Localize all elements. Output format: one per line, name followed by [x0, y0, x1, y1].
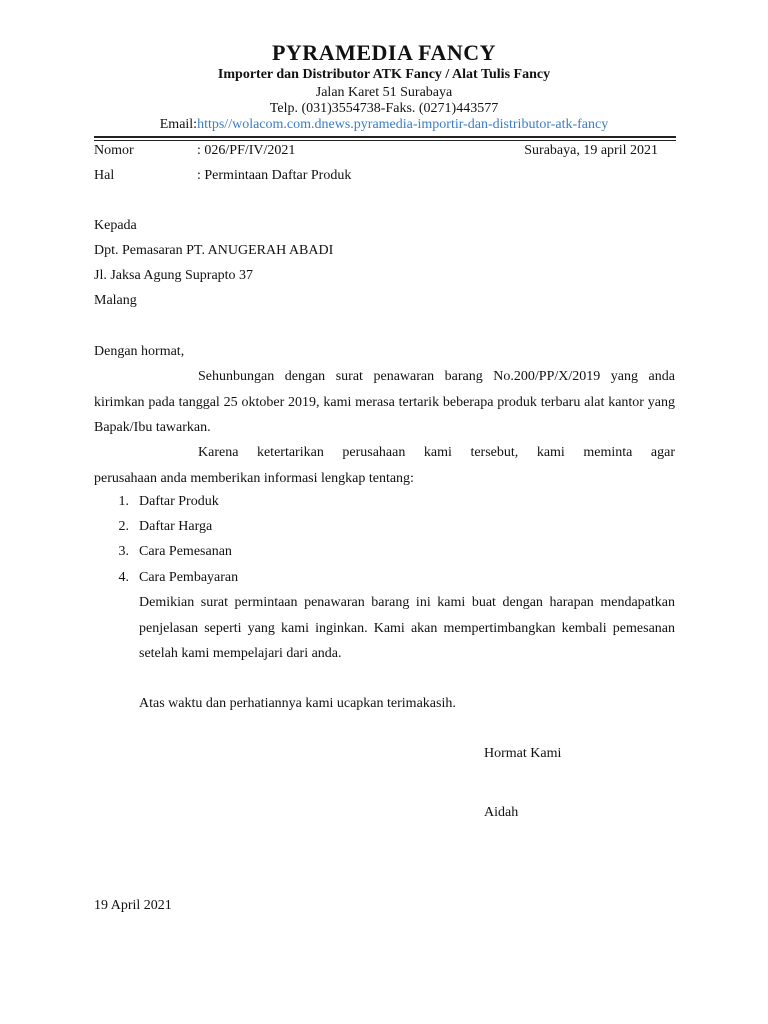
list-number: 3. [118, 544, 129, 559]
footer-date: 19 April 2021 [94, 898, 172, 913]
recipient-city: Malang [94, 293, 137, 308]
signature-name: Aidah [484, 805, 519, 820]
closing-thanks: Atas waktu dan perhatiannya kami ucapkan terimakasih. [139, 696, 456, 711]
recipient-dept: Dpt. Pemasaran PT. ANUGERAH ABADI [94, 243, 334, 258]
paragraph-2-first-line: Karena ketertarikan perusahaan kami tersebut, kami meminta agar [198, 445, 675, 460]
list-item [113, 519, 213, 535]
paragraph-1-rest: kirimkan pada tanggal 25 oktober 2019, kami merasa tertarik beberapa produk terbaru alat kantor yang Bapak/Ibu tawarkan. [94, 394, 675, 435]
list-item [113, 494, 219, 510]
company-tagline: Importer dan Distributor ATK Fancy / Alat Tulis Fancy [217, 67, 551, 82]
list-text: Cara Pembayaran [139, 570, 239, 585]
signature-regards: Hormat Kami [484, 746, 562, 761]
company-name: PYRAMEDIA FANCY [271, 40, 497, 65]
hal-value: : Permintaan Daftar Produk [197, 168, 352, 183]
paragraph-1 [94, 364, 675, 441]
list-item [113, 544, 232, 560]
company-email [0, 117, 768, 133]
company-address: Jalan Karet 51 Surabaya [315, 85, 453, 100]
list-text: Daftar Harga [139, 519, 213, 534]
list-number: 4. [118, 570, 129, 585]
paragraph-2-rest: perusahaan anda memberikan informasi lengkap tentang: [94, 470, 414, 486]
list-text: Cara Pemesanan [139, 544, 232, 559]
nomor-label: Nomor [94, 143, 134, 158]
salutation: Dengan hormat, [94, 344, 185, 359]
list-text: Daftar Produk [139, 494, 219, 509]
letterhead-divider-thick [94, 136, 676, 138]
letterhead-divider-thin [94, 140, 676, 141]
list-item [113, 570, 239, 586]
list-number: 2. [118, 519, 129, 534]
email-link[interactable]: https//wolacom.com.dnews.pyramedia-importir-dan-distributor-atk-fancy [197, 117, 609, 132]
recipient-to: Kepada [94, 218, 137, 233]
recipient-street: Jl. Jaksa Agung Suprapto 37 [94, 268, 254, 283]
paragraph-3: Demikian surat permintaan penawaran barang ini kami buat dengan harapan mendapatkan penjelasan seperti yang kami inginkan. Kami akan mempertimbangkan kembali pemesanan setelah kami mempelajari dari anda. [139, 595, 675, 661]
company-phone: Telp. (031)3554738-Faks. (0271)443577 [269, 101, 499, 116]
letter-date-place: Surabaya, 19 april 2021 [524, 143, 658, 158]
list-number: 1. [118, 494, 129, 509]
paragraph-1-first-line: Sehunbungan dengan surat penawaran barang No.200/PP/X/2019 yang anda [198, 369, 675, 384]
nomor-value: : 026/PF/IV/2021 [197, 143, 296, 158]
paragraph-2 [94, 440, 675, 491]
hal-label: Hal [94, 168, 115, 183]
email-label: Email: [159, 117, 198, 132]
